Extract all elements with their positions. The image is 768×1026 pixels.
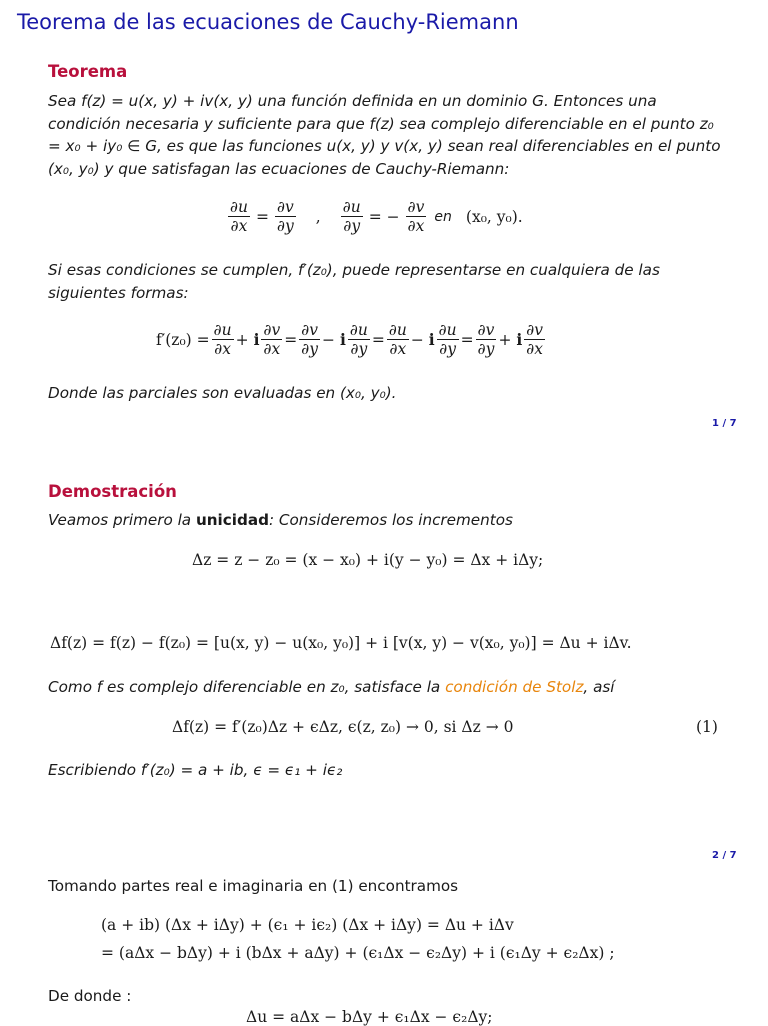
du-dx-fraction: $\frac{\partial u}{\partial x}$ (230, 198, 248, 235)
expanded-equation-line2: = (aΔx − bΔy) + i (bΔx + aΔy) + (ϵ₁Δx − ϵ₂Δy) + i (ϵ₁Δy + ϵ₂Δx) ; (101, 944, 615, 962)
stolz-equation: Δf(z) = f′(z₀)Δz + ϵΔz, ϵ(z, z₀) → 0, si Δz → 0 (172, 718, 514, 736)
de-donde-label: De donde : (48, 987, 132, 1005)
derivative-forms-intro: Si esas condiciones se cumplen, f′(z₀), puede representarse en cualquiera de las siguientes formas: (48, 261, 660, 302)
page-number-2: 2 / 7 (712, 850, 737, 861)
unicidad-term: unicidad (195, 511, 269, 529)
derivative-forms-equation: f′(z₀) = $\frac{\partial u}{\partial x}$ + i $\frac{\partial v}{\partial x}$ = $\frac{\partial v}{\partial y}$ − i $\frac{\partial u}{\partial y}$ = $\frac{\partial u}{\partial x}$ − i $\frac{\partial u}{\partial y}$ = $\frac{\partial v}{\partial y}$ + i $\frac{\partial v}{\partial x}$ (156, 321, 544, 358)
cauchy-riemann-equations: $\frac{\partial u}{\partial x}$ = $\frac{\partial v}{\partial y}$ , $\frac{\partial u}{\partial y}$ = − $\frac{\partial v}{\partial x}$ en (x₀, y₀). (230, 198, 523, 235)
stolz-condition-link[interactable]: condición de Stolz (445, 678, 584, 696)
du-dy-fraction: $\frac{\partial u}{\partial y}$ (342, 198, 361, 235)
page-title: Teorema de las ecuaciones de Cauchy-Riemann (17, 10, 519, 34)
partials-note: Donde las parciales son evaluadas en (x₀, y₀). (48, 384, 397, 402)
dv-dy-fraction: $\frac{\partial v}{\partial y}$ (277, 198, 294, 235)
proof-block-title: Demostración (48, 482, 177, 501)
du-equation: Δu = aΔx − bΔy + ϵ₁Δx − ϵ₂Δy; (246, 1008, 493, 1026)
page-number-1: 1 / 7 (712, 418, 737, 429)
theorem-statement: Sea f(z) = u(x, y) + iv(x, y) una función definida en un dominio G. Entonces una condición necesaria y suficiente para que f(z) sea complejo diferenciable en el punto z₀ = x₀ + iy₀ ∈ G, es que las funciones u(x, y) y v(x, y) sean real diferenciables en el punto (x₀, y₀) y que satisfagan las ecuaciones de Cauchy-Riemann: (48, 92, 721, 178)
theorem-block-title: Teorema (48, 62, 128, 81)
increment-dz-equation: Δz = z − z₀ = (x − x₀) + i(y − y₀) = Δx + iΔy; (192, 551, 544, 569)
writing-line: Escribiendo f′(z₀) = a + ib, ϵ = ϵ₁ + iϵ₂ (48, 761, 343, 779)
dv-dx-fraction: $\frac{\partial v}{\partial x}$ (407, 198, 425, 235)
eq1-point: (x₀, y₀). (465, 207, 523, 226)
expanded-equation-line1: (a + ib) (Δx + iΔy) + (ϵ₁ + iϵ₂) (Δx + iΔy) = Δu + iΔv (101, 916, 514, 934)
proof-intro: Veamos primero la unicidad: Consideremos los incrementos (48, 511, 513, 529)
slide3-intro: Tomando partes real e imaginaria en (1) encontramos (48, 877, 459, 895)
eq2-lhs: f′(z₀) = (156, 330, 210, 349)
equation-number-1: (1) (696, 718, 718, 736)
eq1-en: en (434, 208, 452, 225)
stolz-sentence: Como f es complejo diferenciable en z₀, satisface la condición de Stolz, así (48, 678, 615, 696)
increment-df-equation: Δf(z) = f(z) − f(z₀) = [u(x, y) − u(x₀, y₀)] + i [v(x, y) − v(x₀, y₀)] = Δu + iΔv. (50, 634, 632, 652)
